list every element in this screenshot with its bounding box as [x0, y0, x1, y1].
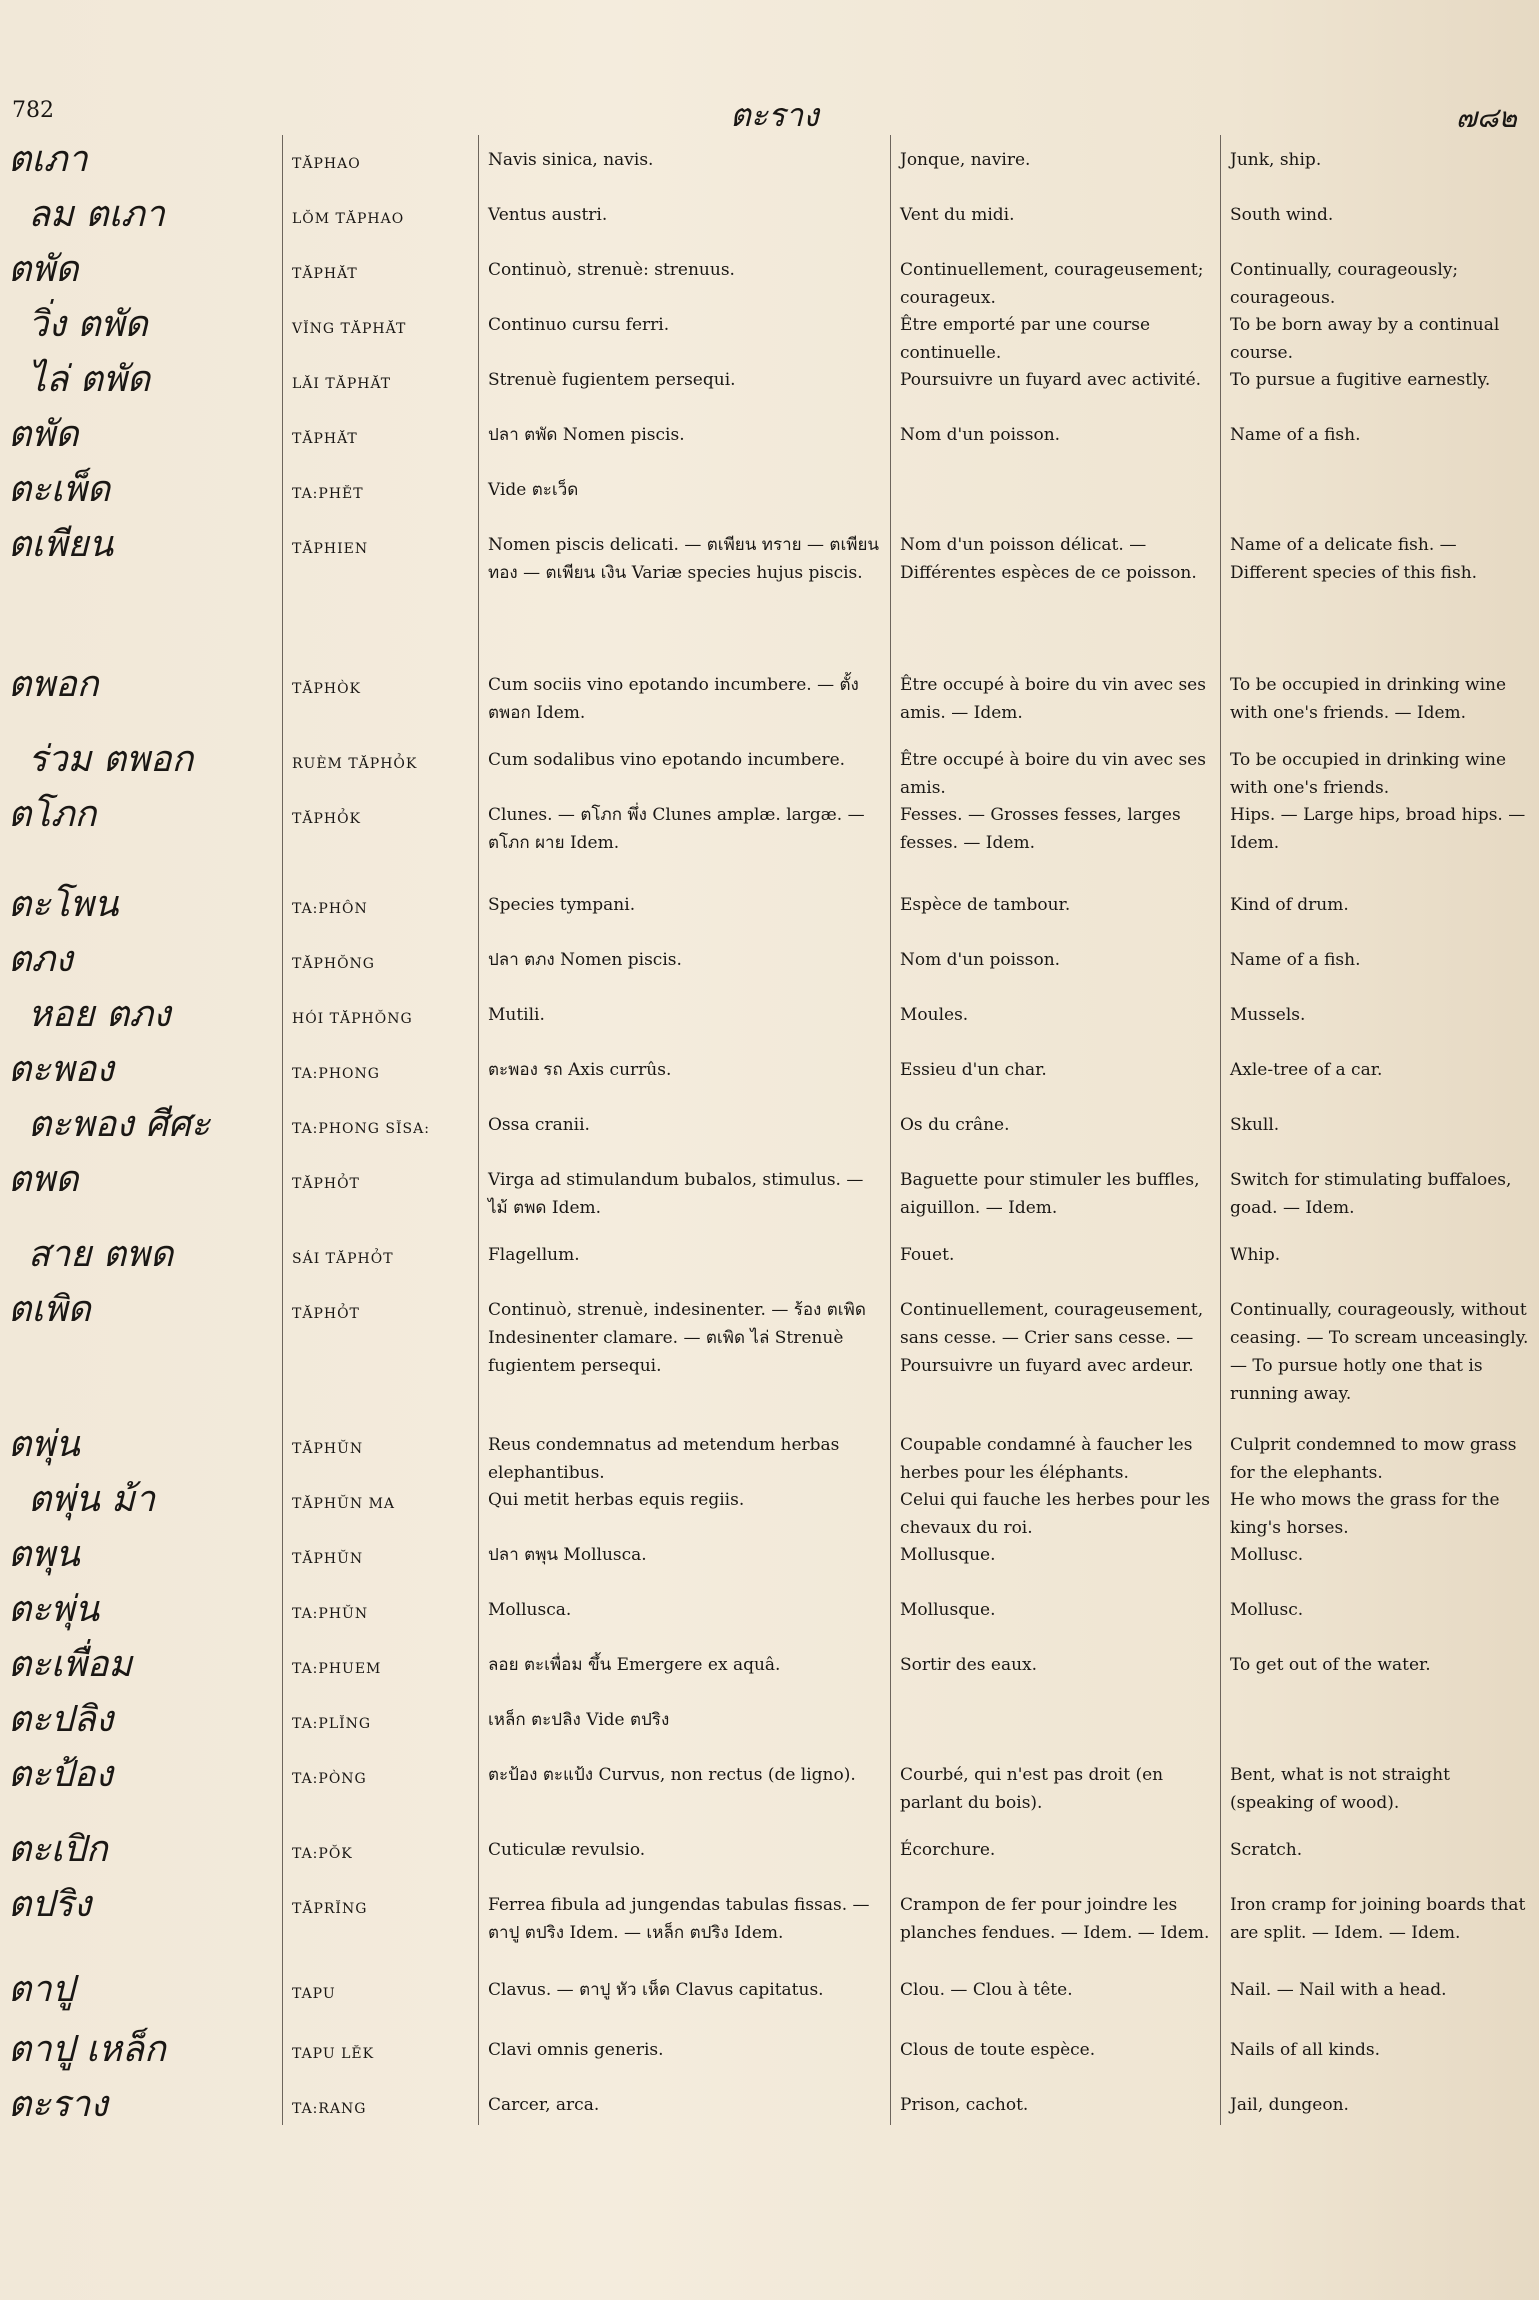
- entry-english: Mollusc.: [1230, 1545, 1304, 1565]
- entry-english: Mussels.: [1230, 1005, 1306, 1025]
- entry-latin: Nomen piscis delicati. — ตเพียน ทราย — ตเพียน ทอง — ตเพียน เงิน Variæ species hujus piscis.: [488, 535, 880, 583]
- entry-english: Axle-tree of a car.: [1230, 1060, 1383, 1080]
- entry-romanization: TA:RANG: [292, 2101, 367, 2117]
- thai-page-number: ๗๘๒: [1455, 101, 1517, 134]
- entry-latin: Species tympani.: [488, 895, 636, 915]
- entry-latin: Continuò, strenuè, indesinenter. — ร้อง ตเพิด Indesinenter clamare. — ตเพิด ไล่ Strenuè fugientem persequi.: [488, 1300, 866, 1376]
- entry-french: Être occupé à boire du vin avec ses amis.: [900, 750, 1206, 798]
- entry-french: Mollusque.: [900, 1600, 996, 1620]
- entry-romanization: TĂPHĂT: [292, 431, 358, 447]
- entry-romanization: LŎM TĂPHAO: [292, 211, 405, 227]
- entry-headword: ตพุ่น: [8, 1424, 80, 1465]
- entry-headword: ลม ตเภา: [28, 194, 165, 235]
- entry-romanization: SÁI TĂPHỎT: [292, 1251, 394, 1267]
- entry-french: Os du crâne.: [900, 1115, 1010, 1135]
- entry-headword: หอย ตภง: [28, 994, 171, 1035]
- entry-english: Scratch.: [1230, 1840, 1303, 1860]
- entry-romanization: TA:PŎK: [292, 1846, 353, 1862]
- entry-english: Culprit condemned to mow grass for the elephants.: [1230, 1435, 1517, 1483]
- entry-headword: ตะโพน: [8, 884, 119, 925]
- entry-romanization: TA:PHONG SĬSA:: [292, 1121, 430, 1137]
- entry-french: Vent du midi.: [900, 205, 1015, 225]
- entry-latin: Mutili.: [488, 1005, 545, 1025]
- entry-latin: ปลา ตภง Nomen piscis.: [488, 950, 682, 970]
- entry-french: Crampon de fer pour joindre les planches fendues. — Idem. — Idem.: [900, 1895, 1210, 1943]
- entry-romanization: HÓI TĂPHŎNG: [292, 1011, 413, 1027]
- entry-romanization: LĂI TĂPHĂT: [292, 376, 392, 392]
- entry-french: Nom d'un poisson délicat. — Différentes espèces de ce poisson.: [900, 535, 1197, 583]
- entry-french: Nom d'un poisson.: [900, 950, 1061, 970]
- entry-headword: ตพัด: [8, 249, 79, 290]
- entry-english: To be occupied in drinking wine with one's friends. — Idem.: [1230, 675, 1507, 723]
- page-header: [0, 90, 1539, 134]
- entry-headword: ตาปู: [8, 1969, 75, 2010]
- entry-french: Être occupé à boire du vin avec ses amis. — Idem.: [900, 675, 1206, 723]
- entry-french: Sortir des eaux.: [900, 1655, 1038, 1675]
- entry-headword: ตพอก: [8, 664, 99, 705]
- column-divider: [890, 135, 891, 2125]
- entry-headword: ตะพุ่น: [8, 1589, 100, 1630]
- entry-english: Skull.: [1230, 1115, 1280, 1135]
- entry-headword: ตะราง: [8, 2084, 108, 2125]
- entry-english: Jail, dungeon.: [1230, 2095, 1349, 2115]
- entry-french: Clou. — Clou à tête.: [900, 1980, 1073, 2000]
- entry-english: Junk, ship.: [1230, 150, 1322, 170]
- entry-french: Fesses. — Grosses fesses, larges fesses. — Idem.: [900, 805, 1181, 853]
- entry-headword: ตพัด: [8, 414, 79, 455]
- entry-english: Name of a fish.: [1230, 950, 1361, 970]
- entry-romanization: TĂPHŬN: [292, 1551, 364, 1567]
- entry-latin: Vide ตะเว็ด: [488, 480, 579, 500]
- entry-headword: สาย ตพด: [28, 1234, 174, 1275]
- entry-english: South wind.: [1230, 205, 1334, 225]
- entry-latin: Cum sodalibus vino epotando incumbere.: [488, 750, 846, 770]
- entry-latin: Qui metit herbas equis regiis.: [488, 1490, 745, 1510]
- entry-latin: Virga ad stimulandum bubalos, stimulus. — ไม้ ตพด Idem.: [488, 1170, 864, 1218]
- entry-english: To be occupied in drinking wine with one's friends.: [1230, 750, 1507, 798]
- entry-english: Whip.: [1230, 1245, 1281, 1265]
- entry-french: Être emporté par une course continuelle.: [900, 315, 1151, 363]
- entry-latin: Ossa cranii.: [488, 1115, 590, 1135]
- entry-romanization: TAPU: [292, 1986, 336, 2002]
- entry-headword: ตพุ่น ม้า: [28, 1479, 156, 1520]
- entry-headword: ตะเปิก: [8, 1829, 108, 1870]
- entry-headword: ตะเพื่อม: [8, 1644, 133, 1685]
- entry-romanization: TA:PHONG: [292, 1066, 380, 1082]
- entry-english: Kind of drum.: [1230, 895, 1349, 915]
- entry-romanization: RUÈM TĂPHỎK: [292, 756, 418, 772]
- entry-latin: เหล็ก ตะปลิง Vide ตปริง: [488, 1710, 670, 1730]
- entry-latin: Ventus austri.: [488, 205, 608, 225]
- entry-headword: ตพด: [8, 1159, 79, 1200]
- entry-french: Baguette pour stimuler les buffles, aiguillon. — Idem.: [900, 1170, 1200, 1218]
- entry-headword: วิ่ง ตพัด: [28, 304, 148, 345]
- entry-english: [1230, 1700, 1530, 1706]
- entry-headword: ตะเพ็ด: [8, 469, 111, 510]
- entry-latin: Ferrea fibula ad jungendas tabulas fissas. — ตาปู ตปริง Idem. — เหล็ก ตปริง Idem.: [488, 1895, 870, 1943]
- entry-french: [900, 470, 1215, 476]
- entry-romanization: TĂPHĂT: [292, 266, 358, 282]
- entry-romanization: TĂPHAO: [292, 156, 361, 172]
- entry-headword: ตะพอง: [8, 1049, 114, 1090]
- entry-latin: Navis sinica, navis.: [488, 150, 654, 170]
- entry-french: Nom d'un poisson.: [900, 425, 1061, 445]
- entry-french: Jonque, navire.: [900, 150, 1031, 170]
- entry-romanization: TĂPRĬNG: [292, 1901, 368, 1917]
- entry-romanization: TĂPHỎT: [292, 1176, 360, 1192]
- entry-latin: Continuò, strenuè: strenuus.: [488, 260, 735, 280]
- entry-english: Switch for stimulating buffaloes, goad. — Idem.: [1230, 1170, 1512, 1218]
- entry-english: [1230, 470, 1530, 476]
- entry-romanization: TA:PHĔT: [292, 486, 364, 502]
- entry-headword: ตะปลิง: [8, 1699, 114, 1740]
- entry-latin: Strenuè fugientem persequi.: [488, 370, 736, 390]
- entry-english: Continually, courageously; courageous.: [1230, 260, 1459, 308]
- entry-french: Fouet.: [900, 1245, 955, 1265]
- entry-french: Clous de toute espèce.: [900, 2040, 1096, 2060]
- entry-romanization: TA:PHŬN: [292, 1606, 369, 1622]
- entry-english: Name of a delicate fish. — Different species of this fish.: [1230, 535, 1478, 583]
- entry-french: Espèce de tambour.: [900, 895, 1071, 915]
- entry-romanization: TĂPHIEN: [292, 541, 369, 557]
- entry-french: Écorchure.: [900, 1840, 996, 1860]
- entry-english: Bent, what is not straight (speaking of wood).: [1230, 1765, 1450, 1813]
- entry-french: Moules.: [900, 1005, 969, 1025]
- entry-english: Mollusc.: [1230, 1600, 1304, 1620]
- entry-latin: ลอย ตะเพื่อม ขึ้น Emergere ex aquâ.: [488, 1655, 781, 1675]
- entry-latin: Reus condemnatus ad metendum herbas elephantibus.: [488, 1435, 840, 1483]
- entry-latin: Flagellum.: [488, 1245, 580, 1265]
- entry-headword: ร่วม ตพอก: [28, 739, 194, 780]
- entry-romanization: TA:PHÔN: [292, 901, 368, 917]
- entry-french: [900, 1700, 1215, 1706]
- entry-latin: Mollusca.: [488, 1600, 572, 1620]
- entry-headword: ตเภา: [8, 139, 88, 180]
- entry-romanization: TAPU LĔK: [292, 2046, 375, 2062]
- entry-english: To get out of the water.: [1230, 1655, 1431, 1675]
- entry-latin: Clunes. — ตโภก พึ่ง Clunes amplæ. largæ. — ตโภก ผาย Idem.: [488, 805, 865, 853]
- entry-latin: Continuo cursu ferri.: [488, 315, 670, 335]
- entry-romanization: TA:PHUEM: [292, 1661, 382, 1677]
- entry-french: Celui qui fauche les herbes pour les chevaux du roi.: [900, 1490, 1210, 1538]
- entry-headword: ตภง: [8, 939, 73, 980]
- entry-french: Coupable condamné à faucher les herbes pour les éléphants.: [900, 1435, 1193, 1483]
- entry-headword: ตเพียน: [8, 524, 114, 565]
- entry-english: Continually, courageously, without ceasing. — To scream unceasingly. — To pursue hotly one that is running away.: [1230, 1300, 1529, 1404]
- column-divider: [478, 135, 479, 2125]
- entry-headword: ไล่ ตพัด: [28, 359, 151, 400]
- entry-english: To pursue a fugitive earnestly.: [1230, 370, 1491, 390]
- entry-headword: ตาปู เหล็ก: [8, 2029, 166, 2070]
- page-number: 782: [12, 98, 54, 123]
- entry-romanization: TĂPHÒK: [292, 681, 362, 697]
- entry-latin: Clavus. — ตาปู หัว เห็ด Clavus capitatus.: [488, 1980, 824, 2000]
- entry-latin: Cuticulæ revulsio.: [488, 1840, 646, 1860]
- entry-french: Essieu d'un char.: [900, 1060, 1047, 1080]
- entry-headword: ตะพอง ศีศะ: [28, 1104, 211, 1145]
- entry-latin: ปลา ตพัด Nomen piscis.: [488, 425, 685, 445]
- entry-romanization: VĬNG TĂPHĂT: [292, 321, 407, 337]
- entry-french: Courbé, qui n'est pas droit (en parlant du bois).: [900, 1765, 1164, 1813]
- entry-english: To be born away by a continual course.: [1230, 315, 1500, 363]
- entry-latin: Clavi omnis generis.: [488, 2040, 664, 2060]
- entry-english: Name of a fish.: [1230, 425, 1361, 445]
- entry-latin: ปลา ตพุน Mollusca.: [488, 1545, 647, 1565]
- entry-headword: ตเพิด: [8, 1289, 91, 1330]
- entry-romanization: TA:PÒNG: [292, 1771, 367, 1787]
- entry-french: Prison, cachot.: [900, 2095, 1029, 2115]
- entry-romanization: TĂPHŬN MA: [292, 1496, 396, 1512]
- entry-english: He who mows the grass for the king's horses.: [1230, 1490, 1500, 1538]
- entry-headword: ตพุน: [8, 1534, 80, 1575]
- entry-english: Nail. — Nail with a head.: [1230, 1980, 1447, 2000]
- entry-latin: ตะพอง รถ Axis currûs.: [488, 1060, 672, 1080]
- entry-english: Iron cramp for joining boards that are split. — Idem. — Idem.: [1230, 1895, 1526, 1943]
- entry-romanization: TĂPHỎK: [292, 811, 362, 827]
- entry-latin: ตะป้อง ตะแป้ง Curvus, non rectus (de ligno).: [488, 1765, 856, 1785]
- entry-latin: Carcer, arca.: [488, 2095, 600, 2115]
- entry-french: Continuellement, courageusement, sans cesse. — Crier sans cesse. — Poursuivre un fuyard avec ardeur.: [900, 1300, 1204, 1376]
- entry-headword: ตะป้อง: [8, 1754, 113, 1795]
- entry-romanization: TĂPHŬN: [292, 1441, 364, 1457]
- entry-romanization: TĂPHỎT: [292, 1306, 360, 1322]
- entry-romanization: TA:PLĬNG: [292, 1716, 372, 1732]
- entry-headword: ตปริง: [8, 1884, 92, 1925]
- entry-headword: ตโภก: [8, 794, 97, 835]
- entry-french: Mollusque.: [900, 1545, 996, 1565]
- running-head: ตะราง: [730, 96, 819, 134]
- entry-english: Nails of all kinds.: [1230, 2040, 1381, 2060]
- entry-romanization: TĂPHŎNG: [292, 956, 375, 972]
- column-divider: [1220, 135, 1221, 2125]
- entry-french: Poursuivre un fuyard avec activité.: [900, 370, 1202, 390]
- entry-french: Continuellement, courageusement; courageux.: [900, 260, 1204, 308]
- entry-latin: Cum sociis vino epotando incumbere. — ตั้ง ตพอก Idem.: [488, 675, 859, 723]
- entry-english: Hips. — Large hips, broad hips. — Idem.: [1230, 805, 1526, 853]
